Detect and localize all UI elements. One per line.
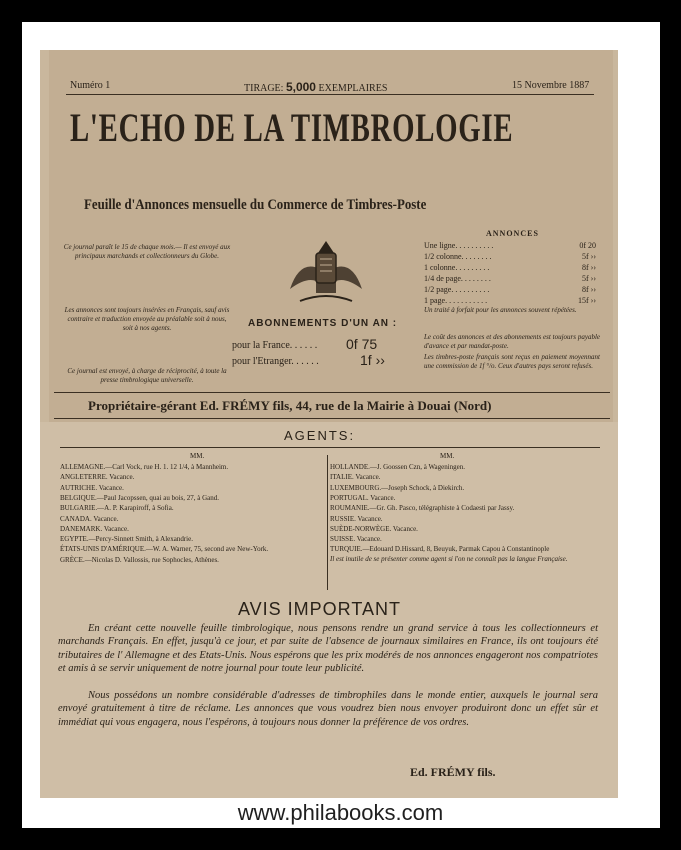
subscription-france-label: pour la France. . . . . . [232, 340, 318, 351]
agent-entry: BELGIQUE.—Paul Jacopssen, quai au bois, 27, à Gand. [60, 493, 220, 502]
agent-entry: AUTRICHE. Vacance. [60, 483, 124, 492]
subscription-france-price: 0f 75 [346, 336, 378, 352]
print-run-value: 5,000 [285, 80, 316, 94]
issue-number: Numéro 1 [70, 80, 111, 91]
annonce-size-label: Une ligne. . . . . . . . . . [424, 241, 494, 250]
agent-entry: BULGARIE.—A. P. Karapiroff, à Sofia. [60, 504, 174, 513]
annonce-size-label: 1/2 page. . . . . . . . . . [424, 285, 490, 294]
annonce-price: 15f ›› [578, 296, 596, 305]
owner-top-rule [54, 392, 610, 393]
agent-entry: HOLLANDE.—J. Goossen Czn, à Wageningen. [330, 463, 466, 471]
annonce-price-row [424, 285, 596, 296]
annonce-size-label: 1 page. . . . . . . . . . . [424, 296, 488, 305]
agent-entry: ALLEMAGNE.—Carl Vock, rue H. 1. 12 1/4, à Mannheim. [60, 463, 229, 471]
agent-entry: LUXEMBOURG.—Joseph Schock, à Diekirch. [330, 483, 465, 492]
owner-line: Propriétaire-gérant Ed. FRÉMY fils, 44, rue de la Mairie à Douai (Nord) [88, 398, 492, 413]
issue-date: 15 Novembre 1887 [512, 80, 590, 91]
annonce-price: 5f ›› [582, 274, 596, 283]
print-run [244, 80, 387, 94]
notice-paragraph-2: Nous possédons un nombre considérable d'adresses de timbrophiles dans le monde entier, auxquels le journal sera envoyé gratuitement à titre de réclame. Les annonces que vous voudrez bien nous envoyer produiront donc un effet sûr et immédiat qui vous engagera, nous l'espérons, à toujours nous donner la préférence de vos ordres. [58, 690, 598, 728]
agent-entry: CANADA. Vacance. [60, 514, 119, 523]
annonces-note-2: Le coût des annonces et des abonnements est toujours payable d'avance et par mandat-poste. [424, 333, 600, 350]
left-paragraph-2: Les annonces sont toujours insérées en Français, sauf avis contraire et traduction envoyée au préalable soit à nous, soit à nos agents. [64, 306, 230, 332]
left-paragraph-1: Ce journal paraît le 15 de chaque mois.— Il est envoyé aux principaux marchands et collectionneurs du Globe. [63, 243, 231, 260]
agent-entry: GRÈCE.—Nicolas D. Vallossis, rue Sophocles, Athènes. [60, 555, 219, 564]
annonce-price: 8f ›› [582, 285, 596, 294]
annonce-size-label: 1/2 colonne. . . . . . . . [424, 252, 492, 261]
coat-of-arms-icon [280, 229, 372, 307]
annonce-price-row [424, 274, 596, 285]
agents-note: Il est inutile de se présenter comme agent si l'on ne connaît pas la langue Française. [330, 555, 568, 563]
agents-mm-right: MM. [440, 452, 455, 460]
header-rule [66, 94, 594, 95]
owner-bottom-rule [54, 418, 610, 419]
subscription-foreign-label: pour l'Etranger. . . . . . [232, 356, 319, 367]
watermark-url: www.philabooks.com [237, 800, 444, 825]
agent-entry: PORTUGAL. Vacance. [330, 493, 396, 502]
annonce-price: 0f 20 [579, 241, 596, 250]
annonce-price-row [424, 241, 596, 252]
annonce-size-label: 1 colonne. . . . . . . . . [424, 263, 490, 272]
print-run-unit: EXEMPLAIRES [318, 83, 388, 94]
agent-entry: ITALIE. Vacance. [330, 473, 381, 482]
agent-entry: ANGLETERRE. Vacance. [60, 473, 135, 482]
notice-paragraph-1: En créant cette nouvelle feuille timbrologique, nous pensons rendre un grand service à tous les collectionneurs et marchands Français. En effet, jusqu'à ce jour, et par suite de l'absence de journaux similaires en France, ils ont toujours été tributaires de l' Allemagne et des Etats-Unis. Nous espérons que les prix modérés de nos annonces engageront nos compatriotes et amis à se servir uniquement de notre journal pour toute leur publicité. [58, 623, 598, 674]
notice-signature: Ed. FRÉMY fils. [410, 765, 496, 779]
annonce-price-row [424, 263, 596, 274]
print-run-label: TIRAGE: [244, 83, 284, 94]
subscription-foreign-price: 1f ›› [360, 352, 385, 368]
agent-entry: ROUMANIE.—Gr. Gh. Pasco, télégraphiste à Codaesti par Jassy. [330, 504, 515, 513]
annonce-price: 5f ›› [582, 252, 596, 261]
newspaper-subtitle: Feuille d'Annonces mensuelle du Commerce de Timbres-Poste [84, 197, 427, 213]
agent-entry: ÉTATS-UNIS D'AMÉRIQUE.—W. A. Warner, 75, second ave New-York. [60, 545, 269, 554]
subscriptions-heading: ABONNEMENTS D'UN AN : [248, 318, 398, 329]
annonces-note-3: Les timbres-poste français sont reçus en paiement moyennant une commission de 1f °/o. Ceux d'autres pays seront refusés. [424, 353, 600, 370]
agent-entry: EGYPTE.—Percy-Sinnett Smith, à Alexandrie. [60, 535, 193, 544]
agents-rule [60, 447, 600, 448]
agent-entry: SUÈDE-NORWÈGE. Vacance. [330, 524, 418, 533]
annonces-note-1: Un traité à forfait pour les annonces souvent répétées. [424, 306, 577, 314]
agent-entry: DANEMARK. Vacance. [60, 524, 129, 533]
newspaper-title: L'ECHO DE LA TIMBROLOGIE [70, 105, 514, 150]
annonces-heading: ANNONCES [486, 229, 539, 238]
agents-mm-left: MM. [190, 452, 205, 460]
annonce-size-label: 1/4 de page. . . . . . . . [424, 274, 491, 283]
annonce-price: 8f ›› [582, 263, 596, 272]
agent-entry: TURQUIE.—Edouard D.Hissard, 8, Beuyuk, Parmak Capou à Constantinople [330, 545, 550, 554]
agent-entry: SUISSE. Vacance. [330, 535, 382, 544]
agent-entry: RUSSIE. Vacance. [330, 514, 383, 523]
agents-heading: AGENTS: [284, 428, 356, 443]
agents-column-divider [327, 455, 328, 590]
annonce-price-row [424, 252, 596, 263]
left-paragraph-3: Ce journal est envoyé, à charge de réciprocité, à toute la presse timbrologique universelle. [67, 367, 227, 384]
notice-heading: AVIS IMPORTANT [238, 599, 402, 619]
